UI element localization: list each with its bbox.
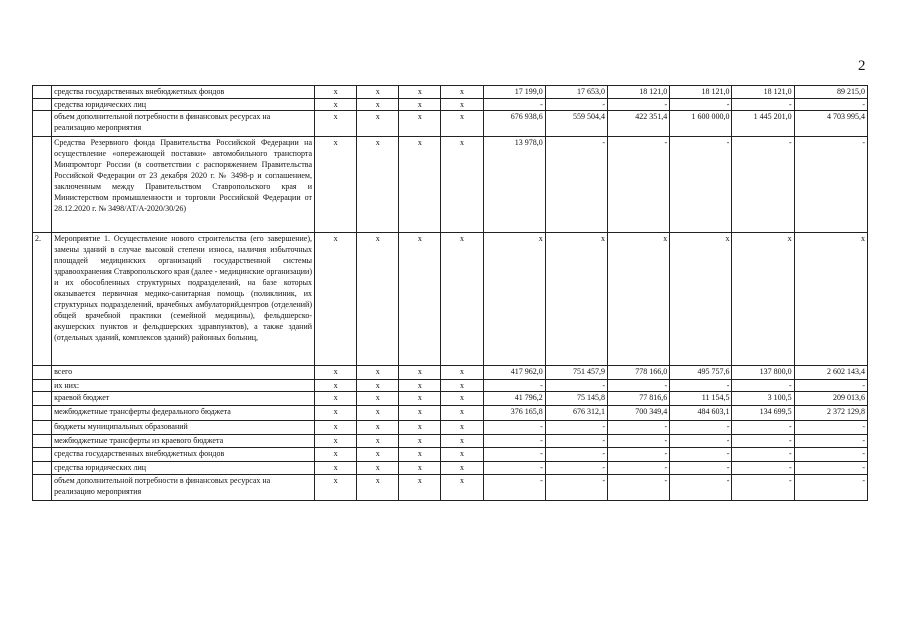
cell-description: средства государственных внебюджетных фондов [52,448,315,462]
cell-value-5: - [732,462,794,475]
cell-mark-1: x [315,233,357,366]
cell-mark-4: x [441,406,483,421]
cell-value-1: - [483,475,545,501]
cell-mark-2: x [357,392,399,406]
cell-mark-3: x [399,475,441,501]
cell-mark-1: x [315,392,357,406]
budget-table [32,85,868,501]
cell-total: 209 013,6 [794,392,867,406]
cell-mark-2: x [357,86,399,99]
table-row [33,435,868,448]
cell-mark-2: x [357,380,399,392]
cell-total: 2 602 143,4 [794,366,867,380]
cell-value-3: 700 349,4 [608,406,670,421]
table-row [33,99,868,111]
table-row [33,406,868,421]
cell-total: - [794,421,867,435]
cell-description: их них: [52,380,315,392]
cell-value-2: - [545,380,607,392]
cell-description: объем дополнительной потребности в финансовых ресурсах на реализацию мероприятия [52,475,315,501]
cell-mark-1: x [315,137,357,233]
table-row [33,380,868,392]
cell-mark-2: x [357,448,399,462]
cell-mark-2: x [357,421,399,435]
cell-value-4: - [670,435,732,448]
cell-mark-1: x [315,366,357,380]
cell-mark-2: x [357,99,399,111]
cell-value-5: - [732,99,794,111]
cell-total: 4 703 995,4 [794,111,867,137]
cell-value-3: 778 166,0 [608,366,670,380]
cell-value-1: - [483,448,545,462]
cell-value-4: 18 121,0 [670,86,732,99]
cell-value-1: 13 978,0 [483,137,545,233]
cell-value-4: - [670,462,732,475]
cell-value-2: 75 145,8 [545,392,607,406]
cell-total: 2 372 129,8 [794,406,867,421]
cell-mark-4: x [441,462,483,475]
cell-value-2: 751 457,9 [545,366,607,380]
cell-mark-3: x [399,435,441,448]
cell-value-2: - [545,475,607,501]
cell-value-2: 559 504,4 [545,111,607,137]
cell-number [33,435,52,448]
cell-total: - [794,435,867,448]
cell-value-3: - [608,435,670,448]
cell-value-3: 422 351,4 [608,111,670,137]
cell-mark-2: x [357,475,399,501]
cell-mark-2: x [357,406,399,421]
cell-value-5: 134 699,5 [732,406,794,421]
cell-mark-3: x [399,392,441,406]
cell-value-3: - [608,137,670,233]
cell-value-2: - [545,421,607,435]
cell-mark-3: x [399,86,441,99]
cell-value-3: - [608,99,670,111]
cell-value-3: - [608,380,670,392]
cell-total: 89 215,0 [794,86,867,99]
cell-mark-1: x [315,448,357,462]
cell-number [33,111,52,137]
cell-value-5: 1 445 201,0 [732,111,794,137]
cell-mark-4: x [441,392,483,406]
cell-total: - [794,475,867,501]
cell-description: средства государственных внебюджетных фондов [52,86,315,99]
cell-number [33,462,52,475]
cell-value-1: 376 165,8 [483,406,545,421]
cell-mark-2: x [357,233,399,366]
cell-value-1: x [483,233,545,366]
cell-number [33,366,52,380]
cell-value-5: - [732,380,794,392]
cell-mark-3: x [399,233,441,366]
cell-value-1: 676 938,6 [483,111,545,137]
cell-description: объем дополнительной потребности в финансовых ресурсах на реализацию мероприятия [52,111,315,137]
cell-value-4: - [670,448,732,462]
cell-value-3: 77 816,6 [608,392,670,406]
cell-value-4: - [670,137,732,233]
page-number: 2 [858,58,866,74]
cell-number [33,392,52,406]
cell-mark-3: x [399,137,441,233]
cell-total: x [794,233,867,366]
cell-mark-1: x [315,435,357,448]
cell-description: всего [52,366,315,380]
cell-number: 2. [33,233,52,366]
cell-description: Средства Резервного фонда Правительства Российской Федерации на осуществление «опережающей поставки» автомобильного транспорта Минпромторг России (в соответствии с распоряжением Правительства Российской Федерации от 23 декабря 2020 г. № 3498-р и соглашением, заключенным между Правительством Ставропольского края и Министерством промышленности и торговли Российской Федерации от 28.12.2020 г. № 3498/АТ/А-2020/30/26) [52,137,315,233]
table-row [33,86,868,99]
cell-mark-1: x [315,99,357,111]
cell-value-4: - [670,421,732,435]
cell-value-5: - [732,475,794,501]
cell-value-3: - [608,421,670,435]
cell-total: - [794,380,867,392]
cell-total: - [794,99,867,111]
cell-value-1: - [483,99,545,111]
table-row [33,233,868,366]
cell-mark-2: x [357,111,399,137]
cell-value-2: - [545,137,607,233]
table-row [33,448,868,462]
cell-mark-4: x [441,421,483,435]
cell-number [33,99,52,111]
cell-value-5: - [732,137,794,233]
cell-mark-3: x [399,99,441,111]
cell-description: межбюджетные трансферты федерального бюджета [52,406,315,421]
cell-mark-3: x [399,448,441,462]
cell-value-4: 11 154,5 [670,392,732,406]
cell-mark-4: x [441,366,483,380]
cell-value-5: x [732,233,794,366]
cell-value-1: 17 199,0 [483,86,545,99]
cell-description: средства юридических лиц [52,99,315,111]
cell-value-5: 18 121,0 [732,86,794,99]
cell-mark-1: x [315,86,357,99]
cell-mark-3: x [399,380,441,392]
cell-mark-4: x [441,380,483,392]
cell-value-4: x [670,233,732,366]
cell-mark-1: x [315,462,357,475]
cell-total: - [794,448,867,462]
cell-mark-4: x [441,233,483,366]
cell-mark-4: x [441,111,483,137]
cell-mark-2: x [357,137,399,233]
cell-mark-4: x [441,435,483,448]
cell-value-4: 484 603,1 [670,406,732,421]
cell-value-4: - [670,380,732,392]
cell-number [33,421,52,435]
cell-value-2: - [545,435,607,448]
cell-number [33,406,52,421]
cell-mark-3: x [399,366,441,380]
cell-mark-1: x [315,111,357,137]
cell-value-3: - [608,475,670,501]
cell-value-5: 137 800,0 [732,366,794,380]
cell-mark-2: x [357,435,399,448]
cell-mark-1: x [315,406,357,421]
cell-mark-2: x [357,366,399,380]
cell-value-2: - [545,448,607,462]
cell-value-3: - [608,448,670,462]
cell-mark-2: x [357,462,399,475]
cell-mark-1: x [315,380,357,392]
cell-mark-4: x [441,448,483,462]
cell-value-1: 41 796,2 [483,392,545,406]
cell-mark-3: x [399,111,441,137]
cell-value-3: x [608,233,670,366]
cell-value-5: - [732,435,794,448]
cell-number [33,137,52,233]
table-row [33,462,868,475]
cell-mark-4: x [441,86,483,99]
cell-value-1: 417 962,0 [483,366,545,380]
cell-mark-1: x [315,421,357,435]
cell-value-4: 1 600 000,0 [670,111,732,137]
table-body [33,86,868,501]
cell-value-2: 676 312,1 [545,406,607,421]
cell-value-2: 17 653,0 [545,86,607,99]
cell-value-1: - [483,435,545,448]
cell-mark-3: x [399,462,441,475]
table-row [33,137,868,233]
cell-value-4: - [670,475,732,501]
cell-value-4: 495 757,6 [670,366,732,380]
table-row [33,111,868,137]
cell-value-5: 3 100,5 [732,392,794,406]
table-row [33,421,868,435]
cell-value-1: - [483,380,545,392]
cell-value-3: - [608,462,670,475]
cell-mark-3: x [399,421,441,435]
cell-mark-4: x [441,99,483,111]
table-row [33,475,868,501]
cell-description: средства юридических лиц [52,462,315,475]
cell-description: Мероприятие 1. Осуществление нового строительства (его завершение), замены зданий в случае высокой степени износа, наличия избыточных площадей медицинских организаций государственной системы здравоохранения Ставропольского края (далее - медицинские организации) и их обособленных структурных подразделений, на базе которых оказывается первичная медико-санитарная помощь (поликлиник, их структурных подразделений, врачебных амбулаторий,центров (отделений) общей врачебной практики (семейной медицины), фельдшерско-акушерских пунктов и фельдшерских здравпунктов), а также зданий (отдельных зданий, комплексов зданий) районных больниц, [52,233,315,366]
cell-mark-1: x [315,475,357,501]
table-row [33,392,868,406]
cell-value-2: - [545,99,607,111]
cell-total: - [794,462,867,475]
cell-value-1: - [483,421,545,435]
cell-value-2: x [545,233,607,366]
cell-mark-4: x [441,137,483,233]
cell-number [33,448,52,462]
cell-value-5: - [732,421,794,435]
cell-description: краевой бюджет [52,392,315,406]
table-row [33,366,868,380]
cell-value-3: 18 121,0 [608,86,670,99]
cell-total: - [794,137,867,233]
cell-value-1: - [483,462,545,475]
cell-value-2: - [545,462,607,475]
cell-mark-4: x [441,475,483,501]
cell-number [33,475,52,501]
cell-description: бюджеты муниципальных образований [52,421,315,435]
cell-description: межбюджетные трансферты из краевого бюджета [52,435,315,448]
cell-mark-3: x [399,406,441,421]
cell-value-4: - [670,99,732,111]
cell-number [33,86,52,99]
cell-value-5: - [732,448,794,462]
cell-number [33,380,52,392]
